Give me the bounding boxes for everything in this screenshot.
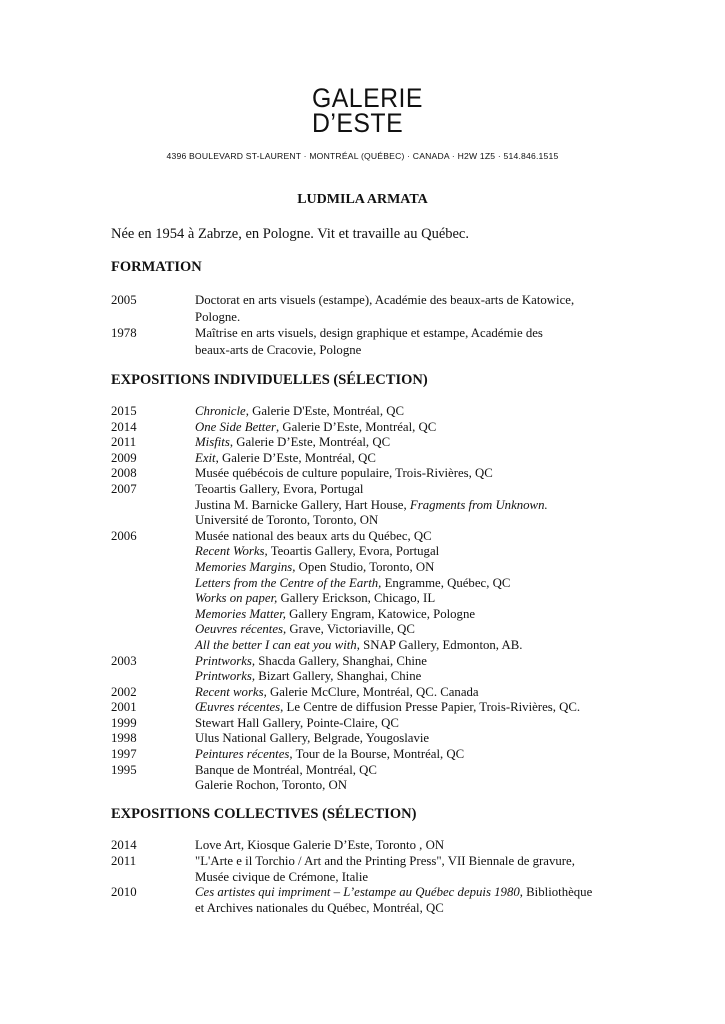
entry-year — [111, 901, 195, 917]
entry-year: 2014 — [111, 838, 137, 852]
entry-title-italic: Letters from the Centre of the Earth, — [195, 575, 382, 590]
entry-title-italic: Printworks, — [195, 669, 256, 684]
entry-detail: Tour de la Bourse, Montréal, QC — [292, 747, 465, 762]
entry-row — [111, 607, 621, 623]
entry-row — [111, 342, 621, 359]
entry-text — [195, 778, 621, 794]
entry-year: 2007 — [111, 481, 137, 496]
entry-detail: , Galerie D’Este, Montréal, QC — [229, 435, 391, 450]
entry-row — [111, 309, 621, 326]
entry-detail: Musée civique de Crémone, Italie — [195, 869, 369, 884]
entry-text — [195, 342, 621, 359]
entry-row — [111, 747, 621, 763]
entry-row — [111, 498, 621, 514]
entry-detail: , Galerie D’Este, Montréal, QC — [276, 419, 437, 434]
entry-row — [111, 638, 621, 654]
entry-year: 1997 — [111, 747, 137, 762]
entry-row — [111, 854, 621, 870]
entry-detail: Bizart Gallery, Shanghai, Chine — [255, 669, 422, 684]
entry-year — [111, 591, 195, 607]
entry-text — [195, 885, 621, 901]
entry-row — [111, 292, 621, 309]
entry-title-italic: One Side Better — [195, 419, 277, 434]
entry-text — [195, 901, 621, 917]
entry-year: 1998 — [111, 731, 137, 746]
entry-text — [195, 435, 621, 451]
entry-title-italic: Chronicle — [195, 404, 246, 418]
entry-year: 2014 — [111, 419, 137, 434]
entry-text — [195, 654, 621, 670]
entry-detail: Teoartis Gallery, Evora, Portugal — [267, 544, 440, 559]
formation-list — [111, 292, 621, 358]
entry-text — [195, 420, 621, 436]
entry-year — [111, 309, 195, 326]
artist-name: LUDMILA ARMATA — [297, 192, 428, 207]
entry-title-italic: Memories Margins, — [195, 559, 296, 574]
entry-text — [195, 716, 621, 732]
entry-year: 2003 — [111, 653, 137, 668]
entry-row — [111, 451, 621, 467]
entry-row — [111, 544, 621, 560]
entry-year: 2015 — [111, 404, 137, 418]
entry-text — [195, 292, 621, 309]
entry-row — [111, 560, 621, 576]
group-exhibitions-list — [111, 838, 621, 917]
entry-detail: , Le Centre de diffusion Presse Papier, Trois-Rivières, QC. — [280, 700, 581, 715]
entry-row — [111, 420, 621, 436]
entry-text — [195, 576, 621, 592]
entry-detail: , Galerie D'Este, Montréal, QC — [245, 404, 405, 418]
entry-detail: , Galerie D’Este, Montréal, QC — [215, 450, 376, 465]
gallery-logo — [312, 83, 433, 138]
entry-detail: , Bibliothèque — [519, 885, 593, 900]
entry-detail: , SNAP Gallery, Edmonton, AB. — [356, 637, 523, 652]
entry-text — [195, 591, 621, 607]
entry-year: 2011 — [111, 435, 137, 450]
entry-detail: Maîtrise en arts visuels, design graphique et estampe, Académie des — [195, 326, 543, 340]
entry-row — [111, 513, 621, 529]
entry-detail: beaux-arts de Cracovie, Pologne — [195, 342, 362, 357]
entry-detail: Teoartis Gallery, Evora, Portugal — [195, 481, 364, 496]
entry-row — [111, 716, 621, 732]
entry-year: 2005 — [111, 293, 137, 307]
entry-detail: Université de Toronto, Toronto, ON — [195, 513, 379, 528]
entry-row — [111, 654, 621, 670]
entry-text — [195, 544, 621, 560]
entry-year: 2001 — [111, 700, 137, 715]
entry-detail: "L'Arte e il Torchio / Art and the Printing Press", VII Biennale de gravure, — [195, 853, 575, 868]
entry-detail: Banque de Montréal, Montréal, QC — [195, 762, 377, 777]
entry-title-italic: Exit — [195, 450, 216, 465]
entry-title-italic: All the better I can eat you with — [195, 637, 357, 652]
entry-detail: Love Art, Kiosque Galerie D’Este, Toronto , ON — [195, 838, 445, 852]
entry-title-italic: Works on paper, — [195, 591, 278, 606]
entry-year — [111, 544, 195, 560]
entry-row — [111, 870, 621, 886]
entry-year: 1999 — [111, 715, 137, 730]
entry-year — [111, 607, 195, 623]
entry-year: 2009 — [111, 450, 137, 465]
entry-row — [111, 885, 621, 901]
entry-row — [111, 576, 621, 592]
entry-detail: Engramme, Québec, QC — [381, 575, 511, 590]
entry-text — [195, 451, 621, 467]
entry-year — [111, 342, 195, 359]
entry-detail: Justina M. Barnicke Gallery, Hart House, — [195, 497, 410, 512]
entry-row — [111, 778, 621, 794]
entry-detail: Galerie Rochon, Toronto, ON — [195, 778, 348, 793]
entry-title-italic: Œuvres récentes — [195, 700, 281, 715]
entry-text — [195, 498, 621, 514]
entry-text — [195, 669, 621, 685]
entry-detail: Gallery Engram, Katowice, Pologne — [285, 606, 476, 621]
entry-text — [195, 854, 621, 870]
entry-year — [111, 638, 195, 654]
entry-year — [111, 513, 195, 529]
entry-row — [111, 466, 621, 482]
entry-year — [111, 669, 195, 685]
entry-detail: Doctorat en arts visuels (estampe), Académie des beaux-arts de Katowice, — [195, 293, 575, 307]
entry-text — [195, 638, 621, 654]
entry-year — [111, 560, 195, 576]
entry-text — [195, 763, 621, 779]
entry-title-italic: Oeuvres récentes, — [195, 622, 287, 637]
entry-year — [111, 870, 195, 886]
entry-title-italic: Misfits — [195, 435, 230, 450]
entry-title-italic: Recent Works, — [195, 544, 268, 559]
entry-title-italic: Peintures récentes, — [195, 747, 293, 762]
entry-row — [111, 325, 621, 342]
entry-text — [195, 747, 621, 763]
entry-text — [195, 325, 621, 342]
entry-detail: Musée québécois de culture populaire, Trois-Rivières, QC — [195, 466, 493, 481]
entry-detail: et Archives nationales du Québec, Montréal, QC — [195, 901, 444, 916]
entry-year: 2002 — [111, 684, 137, 699]
logo-line-2: D’ESTE — [312, 108, 404, 138]
entry-text — [195, 870, 621, 886]
entry-title-italic: Ces artistes qui impriment – L’estampe au Québec depuis 1980 — [195, 885, 520, 900]
section-title-group: EXPOSITIONS COLLECTIVES (SÉLECTION) — [111, 806, 417, 822]
entry-row — [111, 731, 621, 747]
entry-detail: Pologne. — [195, 309, 241, 324]
entry-text — [195, 700, 621, 716]
entry-row — [111, 700, 621, 716]
entry-row — [111, 685, 621, 701]
entry-year — [111, 778, 195, 794]
entry-year: 1995 — [111, 762, 137, 777]
entry-detail: Ulus National Gallery, Belgrade, Yougoslavie — [195, 731, 430, 746]
entry-row — [111, 622, 621, 638]
entry-text — [195, 731, 621, 747]
entry-title-italic: Memories Matter, — [195, 606, 286, 621]
entry-detail: Shacda Gallery, Shanghai, Chine — [255, 653, 427, 668]
entry-text — [195, 607, 621, 623]
entry-text — [195, 529, 621, 545]
entry-row — [111, 435, 621, 451]
entry-text — [195, 482, 621, 498]
entry-text — [195, 560, 621, 576]
entry-title-italic: Fragments from Unknown. — [409, 497, 548, 512]
gallery-address: 4396 BOULEVARD ST-LAURENT · MONTRÉAL (QUÉBEC) · CANADA · H2W 1Z5 · 514.846.1515 — [166, 151, 559, 161]
entry-detail: Gallery Erickson, Chicago, IL — [277, 591, 436, 606]
entry-title-italic: Printworks, — [195, 653, 256, 668]
entry-title-italic: Recent works, — [195, 684, 267, 699]
entry-row — [111, 529, 621, 545]
entry-text — [195, 622, 621, 638]
entry-text — [195, 685, 621, 701]
entry-detail: Grave, Victoriaville, QC — [286, 622, 415, 637]
entry-row — [111, 591, 621, 607]
section-title-solo: EXPOSITIONS INDIVIDUELLES (SÉLECTION) — [111, 372, 428, 388]
entry-text — [195, 309, 621, 326]
logo-line-1: GALERIE — [312, 83, 423, 113]
entry-year — [111, 622, 195, 638]
entry-row — [111, 763, 621, 779]
entry-row — [111, 482, 621, 498]
entry-year: 2006 — [111, 528, 137, 543]
entry-row — [111, 404, 621, 420]
entry-year: 2010 — [111, 885, 137, 900]
entry-row — [111, 669, 621, 685]
solo-exhibitions-list — [111, 404, 621, 794]
entry-year: 2011 — [111, 853, 137, 868]
entry-text — [195, 466, 621, 482]
section-title-formation: FORMATION — [111, 259, 202, 275]
entry-text — [195, 838, 621, 854]
entry-detail: Musée national des beaux arts du Québec, QC — [195, 528, 432, 543]
entry-year — [111, 576, 195, 592]
entry-detail: Galerie McClure, Montréal, QC. Canada — [266, 684, 479, 699]
entry-year: 2008 — [111, 466, 137, 481]
artist-bio: Née en 1954 à Zabrze, en Pologne. Vit et travaille au Québec. — [111, 226, 469, 242]
entry-detail: Open Studio, Toronto, ON — [295, 559, 435, 574]
entry-row — [111, 838, 621, 854]
entry-row — [111, 901, 621, 917]
entry-text — [195, 513, 621, 529]
entry-detail: Stewart Hall Gallery, Pointe-Claire, QC — [195, 715, 399, 730]
entry-year — [111, 498, 195, 514]
entry-year: 1978 — [111, 326, 137, 340]
entry-text — [195, 404, 621, 420]
